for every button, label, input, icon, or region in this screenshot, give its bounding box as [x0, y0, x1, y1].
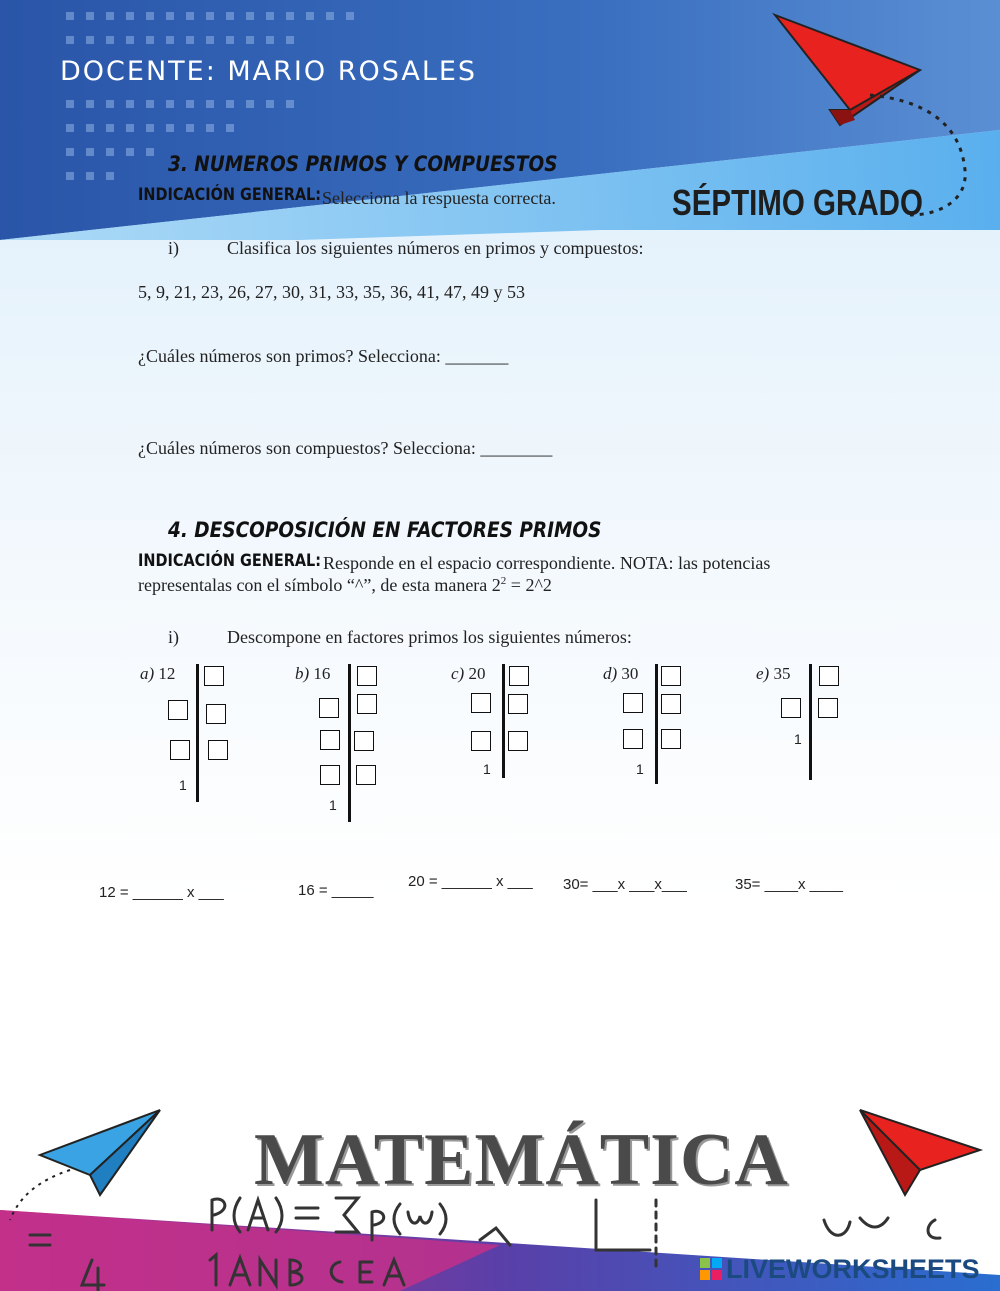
liveworksheets-brand[interactable]: LIVEWORKSHEETS — [726, 1254, 980, 1284]
grade-label: SÉPTIMO GRADO — [672, 182, 923, 223]
factor-box[interactable] — [354, 731, 374, 751]
factor-box[interactable] — [357, 694, 377, 714]
factor-box[interactable] — [204, 666, 224, 686]
tree-divider-line — [809, 664, 812, 780]
section4-indicacion-text-2 — [138, 575, 552, 596]
factor-box[interactable] — [661, 729, 681, 749]
factor-box[interactable] — [661, 694, 681, 714]
tree-divider-line — [196, 664, 199, 802]
indicacion-superscript: 2 — [500, 575, 507, 587]
tree-number: 12 — [158, 664, 176, 683]
quotient-box[interactable] — [471, 731, 491, 751]
factor-tree-35 — [756, 664, 856, 784]
tree-divider-line — [655, 664, 658, 784]
tree-final-one: 1 — [794, 731, 802, 747]
tree-letter: c) — [451, 664, 465, 683]
factor-box[interactable] — [357, 666, 377, 686]
factor-box[interactable] — [208, 740, 228, 760]
equation-12[interactable]: 12 = ______ x ___ — [99, 884, 224, 901]
numbers-list: 5, 9, 21, 23, 26, 27, 30, 31, 33, 35, 36, 41, 47, 49 y 53 — [138, 282, 525, 302]
factor-tree-16 — [295, 664, 405, 824]
liveworksheets-logo-icon — [700, 1258, 722, 1280]
section3-indicacion-label: INDICACIÓN GENERAL: — [138, 185, 322, 205]
factor-box[interactable] — [819, 666, 839, 686]
quotient-box[interactable] — [623, 693, 643, 713]
tree-label — [603, 664, 638, 684]
quotient-box[interactable] — [471, 693, 491, 713]
factor-box[interactable] — [508, 694, 528, 714]
tree-final-one: 1 — [483, 761, 491, 777]
factor-box[interactable] — [818, 698, 838, 718]
factor-tree-12 — [140, 664, 250, 814]
section4-title: 4. DESCOPOSICIÓN EN FACTORES PRIMOS — [168, 518, 602, 542]
indicacion-text-part: representalas con el símbolo “^”, de esta manera 2 — [138, 575, 501, 595]
question-compuestos: ¿Cuáles números son compuestos? Selecciona: ________ — [138, 438, 553, 458]
quotient-box[interactable] — [320, 730, 340, 750]
quotient-box[interactable] — [623, 729, 643, 749]
equation-30[interactable]: 30= ___x ___x___ — [563, 876, 687, 893]
tree-label — [756, 664, 790, 684]
tree-letter: d) — [603, 664, 618, 683]
tree-number: 35 — [773, 664, 791, 683]
factor-box[interactable] — [509, 666, 529, 686]
tree-final-one: 1 — [636, 761, 644, 777]
footer-title: MATEMÁTICA — [254, 1119, 789, 1201]
section3-item-roman: i) — [168, 238, 179, 258]
section4-indicacion-label: INDICACIÓN GENERAL: — [138, 551, 322, 571]
factor-tree-20 — [451, 664, 551, 784]
tree-final-one: 1 — [179, 777, 187, 793]
tree-letter: a) — [140, 664, 155, 683]
section3-item-text: Clasifica los siguientes números en primos y compuestos: — [227, 238, 644, 258]
quotient-box[interactable] — [320, 765, 340, 785]
factor-box[interactable] — [206, 704, 226, 724]
tree-letter: b) — [295, 664, 310, 683]
tree-final-one: 1 — [329, 797, 337, 813]
tree-label — [451, 664, 485, 684]
equation-16[interactable]: 16 = _____ — [298, 882, 374, 899]
section4-item-roman: i) — [168, 627, 179, 647]
tree-divider-line — [348, 664, 351, 822]
tree-label — [295, 664, 330, 684]
question-primos: ¿Cuáles números son primos? Selecciona: _______ — [138, 346, 509, 366]
tree-letter: e) — [756, 664, 770, 683]
tree-divider-line — [502, 664, 505, 778]
equation-35[interactable]: 35= ____x ____ — [735, 876, 844, 893]
section4-item-text: Descompone en factores primos los siguientes números: — [227, 627, 632, 647]
teacher-name: DOCENTE: MARIO ROSALES — [60, 56, 478, 87]
factor-box[interactable] — [356, 765, 376, 785]
equation-20[interactable]: 20 = ______ x ___ — [408, 873, 533, 890]
quotient-box[interactable] — [319, 698, 339, 718]
tree-number: 30 — [621, 664, 639, 683]
quotient-box[interactable] — [781, 698, 801, 718]
factor-box[interactable] — [508, 731, 528, 751]
tree-number: 20 — [468, 664, 486, 683]
section3-indicacion-text: Selecciona la respuesta correcta. — [322, 188, 556, 208]
section4-indicacion-text-1: Responde en el espacio correspondiente. NOTA: las potencias — [323, 553, 771, 573]
section3-title: 3. NUMEROS PRIMOS Y COMPUESTOS — [168, 152, 558, 176]
quotient-box[interactable] — [168, 700, 188, 720]
factor-box[interactable] — [661, 666, 681, 686]
factor-tree-30 — [603, 664, 703, 789]
tree-label — [140, 664, 175, 684]
tree-number: 16 — [313, 664, 331, 683]
quotient-box[interactable] — [170, 740, 190, 760]
indicacion-text-part: = 2^2 — [506, 575, 552, 595]
